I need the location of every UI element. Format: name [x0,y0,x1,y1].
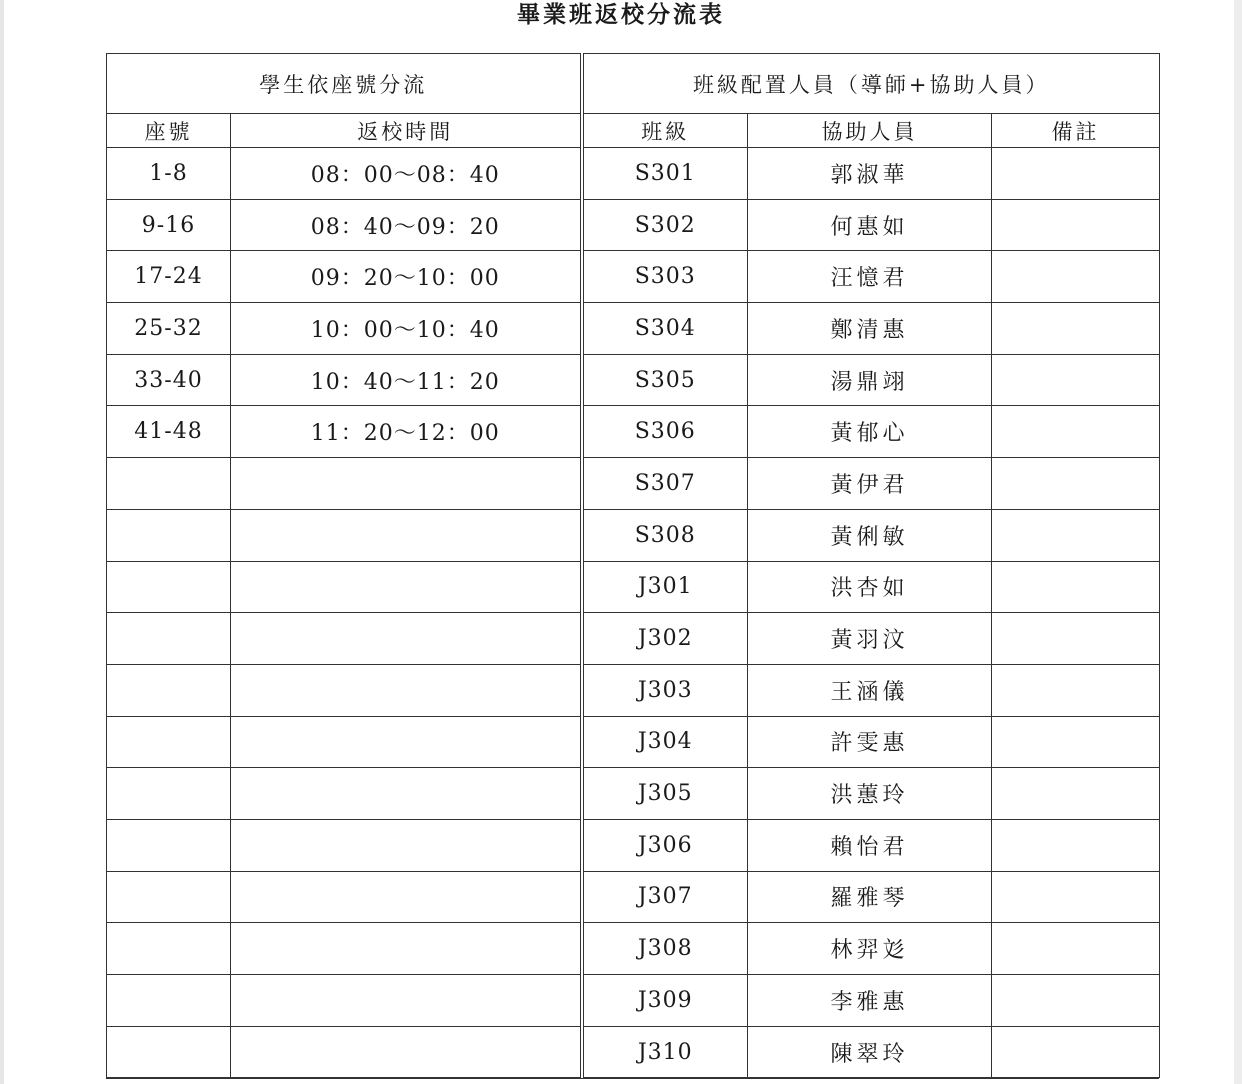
helper-cell: 黃郁心 [748,406,992,458]
note-cell [992,975,1160,1027]
table-row [107,1026,1160,1078]
note-cell [992,664,1160,716]
seat-range-cell [107,664,231,716]
note-cell [992,613,1160,665]
note-cell [992,923,1160,975]
helper-cell: 陳翠玲 [748,1026,992,1078]
seat-range-cell [107,819,231,871]
class-cell: S306 [582,406,748,458]
return-time-cell [231,509,582,561]
seat-range-cell [107,1026,231,1078]
helper-cell: 洪杏如 [748,561,992,613]
note-cell [992,871,1160,923]
page-scrollbar[interactable] [1234,0,1242,1084]
table-row [107,923,1160,975]
return-time-cell: 11：20～12：00 [231,406,582,458]
class-column-header: 班級 [582,114,748,148]
helper-cell: 賴怡君 [748,819,992,871]
table-row [107,819,1160,871]
page-left-edge [0,0,4,1084]
schedule-table [106,53,1160,1078]
table-row [107,458,1160,510]
time-column-header: 返校時間 [231,114,582,148]
class-cell: S308 [582,509,748,561]
table-row [107,768,1160,820]
note-cell [992,509,1160,561]
note-cell [992,561,1160,613]
note-cell [992,303,1160,355]
class-cell: J302 [582,613,748,665]
return-time-cell [231,768,582,820]
helper-cell: 鄭清惠 [748,303,992,355]
note-cell [992,251,1160,303]
return-time-cell: 10：00～10：40 [231,303,582,355]
note-cell [992,819,1160,871]
return-time-cell [231,561,582,613]
seat-range-cell: 9-16 [107,199,231,251]
note-cell [992,406,1160,458]
helper-cell: 洪蕙玲 [748,768,992,820]
table-row [107,148,1160,200]
table-row [107,251,1160,303]
helper-cell: 黃俐敏 [748,509,992,561]
table-row [107,975,1160,1027]
class-cell: J310 [582,1026,748,1078]
seat-range-cell: 1-8 [107,148,231,200]
table-row [107,716,1160,768]
return-time-cell [231,819,582,871]
table-row [107,664,1160,716]
document-title: 畢業班返校分流表 [517,1,725,28]
seat-range-cell [107,613,231,665]
return-time-cell: 08：00～08：40 [231,148,582,200]
table-row [107,509,1160,561]
seat-range-cell [107,923,231,975]
helper-cell: 李雅惠 [748,975,992,1027]
class-cell: J308 [582,923,748,975]
seat-range-cell [107,458,231,510]
table-row [107,303,1160,355]
seat-range-cell: 17-24 [107,251,231,303]
return-time-cell [231,871,582,923]
return-time-cell [231,975,582,1027]
seat-range-cell [107,975,231,1027]
group-header-row [107,54,1160,114]
helper-cell: 許雯惠 [748,716,992,768]
next-row-border [106,1078,1159,1079]
schedule-table-body [107,148,1160,1078]
return-time-cell: 09：20～10：00 [231,251,582,303]
staff-group-header: 班級配置人員（導師+協助人員） [582,54,1160,114]
table-row [107,871,1160,923]
helper-cell: 羅雅琴 [748,871,992,923]
class-cell: S302 [582,199,748,251]
class-cell: S301 [582,148,748,200]
helper-cell: 湯鼎翊 [748,354,992,406]
class-cell: J304 [582,716,748,768]
seat-range-cell: 25-32 [107,303,231,355]
seat-range-cell [107,768,231,820]
note-cell [992,1026,1160,1078]
class-cell: J309 [582,975,748,1027]
table-row [107,613,1160,665]
helper-cell: 林羿彣 [748,923,992,975]
return-time-cell [231,923,582,975]
return-time-cell [231,1026,582,1078]
table-row [107,561,1160,613]
note-cell [992,768,1160,820]
helper-cell: 汪憶君 [748,251,992,303]
return-time-cell [231,458,582,510]
table-row [107,406,1160,458]
note-cell [992,458,1160,510]
table-row [107,354,1160,406]
class-cell: S307 [582,458,748,510]
column-header-row [107,114,1160,148]
class-cell: S303 [582,251,748,303]
helper-cell: 王涵儀 [748,664,992,716]
note-cell [992,199,1160,251]
class-cell: J303 [582,664,748,716]
seat-range-cell: 33-40 [107,354,231,406]
note-cell [992,716,1160,768]
helper-cell: 郭淑華 [748,148,992,200]
helper-column-header: 協助人員 [748,114,992,148]
return-time-cell [231,664,582,716]
return-time-cell [231,716,582,768]
helper-cell: 黃伊君 [748,458,992,510]
note-cell [992,148,1160,200]
class-cell: S304 [582,303,748,355]
table-row [107,199,1160,251]
class-cell: J305 [582,768,748,820]
class-cell: J307 [582,871,748,923]
students-group-header: 學生依座號分流 [107,54,582,114]
seat-range-cell [107,871,231,923]
note-cell [992,354,1160,406]
return-time-cell [231,613,582,665]
seat-range-cell [107,716,231,768]
return-time-cell: 10：40～11：20 [231,354,582,406]
helper-cell: 何惠如 [748,199,992,251]
seat-range-cell [107,509,231,561]
note-column-header: 備註 [992,114,1160,148]
class-cell: J301 [582,561,748,613]
helper-cell: 黃羽汶 [748,613,992,665]
class-cell: J306 [582,819,748,871]
return-time-cell: 08：40～09：20 [231,199,582,251]
seat-range-cell: 41-48 [107,406,231,458]
seat-range-cell [107,561,231,613]
class-cell: S305 [582,354,748,406]
seat-column-header: 座號 [107,114,231,148]
